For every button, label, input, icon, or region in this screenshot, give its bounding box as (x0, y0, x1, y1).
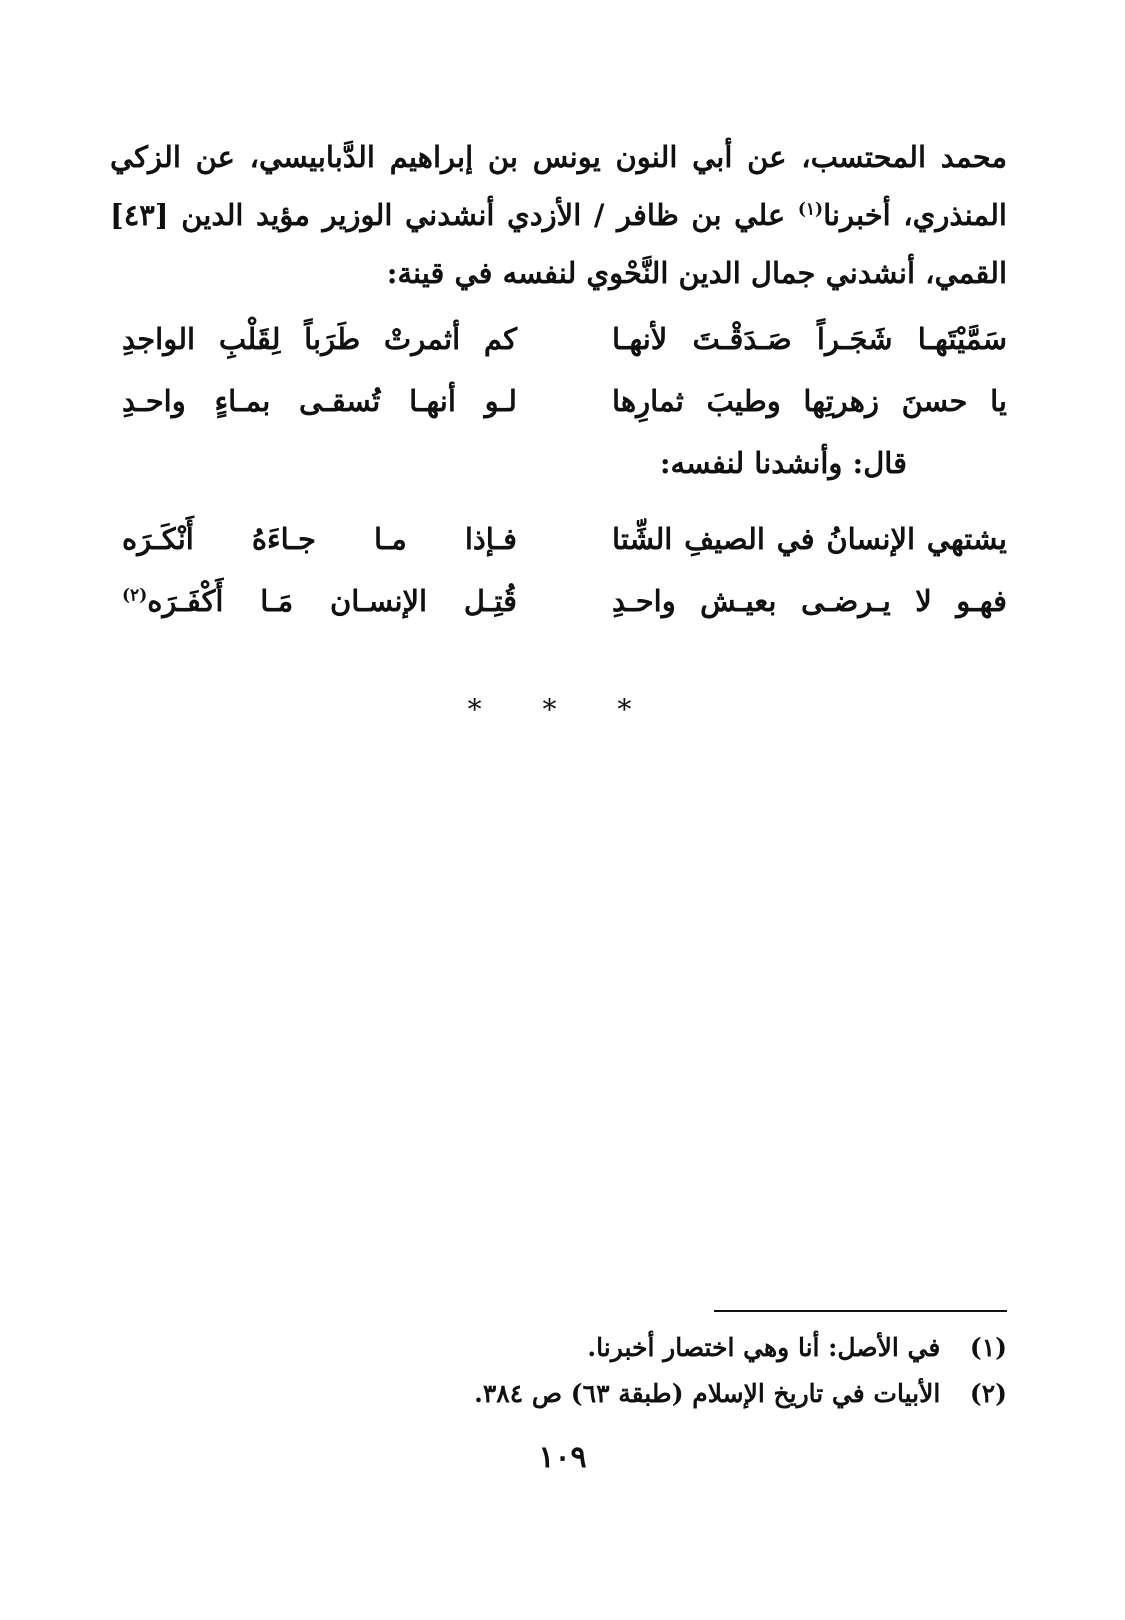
poem-intro: قال: وأنشدنا لنفسه: (659, 446, 907, 480)
prose-line (110, 128, 1007, 186)
verse-second-hemistich-text: قُتِـل الإنسـان مَـا أَكْفَـرَه (147, 584, 517, 618)
prose-line-text: محمد المحتسب، عن أبي النون يونس بن إبراهيم الدَّبابيسي، عن الزكي (110, 140, 1007, 174)
verse-second-hemistich: لـو أنهـا تُسقـى بمـاءٍ واحـدِ (122, 384, 517, 418)
footnote-marker: (٢) (122, 585, 148, 606)
prose-line-text: القمي، أنشدني جمال الدين النَّحْوي لنفسه في قينة: (386, 256, 1007, 290)
footnote-text: الأبيات في تاريخ الإسلام (طبقة ٦٣) ص ٣٨٤. (474, 1379, 941, 1408)
page-number: ١٠٩ (538, 1440, 587, 1475)
poem-verse (122, 372, 1007, 430)
prose-line-text: المنذري، أخبرنا (823, 198, 1007, 232)
footnote-number: (٢) (969, 1379, 1007, 1408)
footnote-divider (714, 1310, 1007, 1312)
verse-first-hemistich: فهـو لا يـرضـى بعيـش واحـدِ (612, 584, 1007, 618)
footnote (474, 1374, 1007, 1414)
footnote-marker: (١) (797, 199, 824, 220)
verse-first-hemistich: يشتهي الإنسانُ في الصيفِ الشِّتا (612, 522, 1007, 556)
poem-verse (122, 572, 1007, 630)
verse-first-hemistich: يا حسنَ زهرتِها وطيبَ ثمارِها (612, 384, 1007, 418)
prose-line-text: علي بن ظافر / الأزدي أنشدني الوزير مؤيد الدين [٤٣] (110, 198, 798, 232)
section-separator: * * * (467, 693, 658, 726)
verse-second-hemistich: كم أثمرتْ طَرَباً لِقَلْبِ الواجدِ (122, 322, 517, 356)
verse-second-hemistich: فـإذا مـا جـاءَهُ أَنْكَـرَه (122, 522, 517, 556)
footnote-text: في الأصل: أنا وهي اختصار أخبرنا. (587, 1333, 941, 1362)
footnote (587, 1328, 1007, 1368)
poem-verse (122, 310, 1007, 368)
prose-line (110, 244, 1007, 302)
verse-first-hemistich: سَمَّيْتَهـا شَجَـراً صَـدَقْـتَ لأنهـا (612, 322, 1007, 356)
prose-line (110, 186, 1007, 244)
poem-verse (122, 510, 1007, 568)
prose-paragraph (110, 128, 1007, 302)
verse-second-hemistich (122, 572, 517, 630)
footnote-number: (١) (969, 1333, 1007, 1362)
